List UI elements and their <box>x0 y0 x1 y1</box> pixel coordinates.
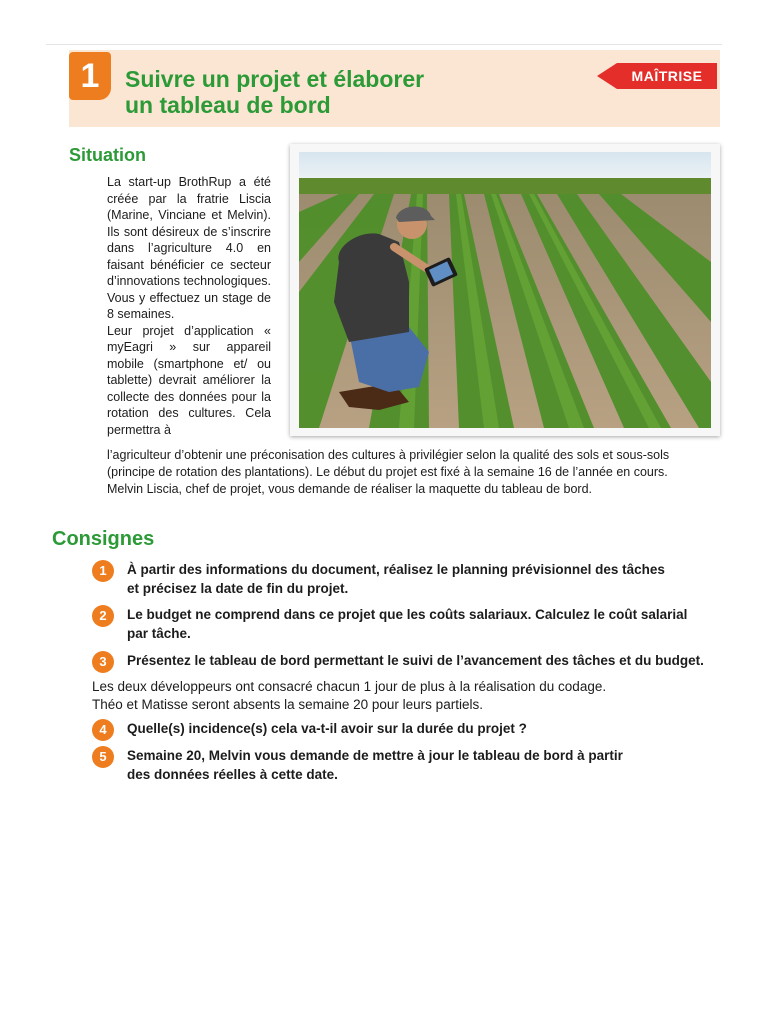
task-2-line2: par tâche. <box>127 626 191 641</box>
task-2-text <box>127 605 707 643</box>
note-line2: Théo et Matisse seront absents la semaine 20 pour leurs partiels. <box>92 697 483 712</box>
task-2-line1: Le budget ne comprend dans ce projet que les coûts salariaux. Calculez le coût salarial <box>127 607 688 622</box>
task-5-line2: des données réelles à cette date. <box>127 767 338 782</box>
task-1-number-badge: 1 <box>92 560 114 582</box>
situation-paragraph-1: La start-up BrothRup a été créée par la fratrie Liscia (Marine, Vinciane et Melvin). Ils sont désireux de s’inscrire dans l’agriculture 4.0 en faisant bénéficier ce secteur d’innovations technologiques. Vous y effectuez un stage de 8 semaines. <box>107 175 272 321</box>
task-5-text <box>127 746 707 784</box>
level-tag-label: MAÎTRISE <box>617 63 717 89</box>
situation-paragraph-2-continued: l’agriculteur d’obtenir une préconisation des cultures à privilégier selon la qualité des sols et sous-sols (principe de rotation des plantations). Le début du projet est fixé à la semaine 16 de l’année en cours. Melvin Liscia, chef de projet, vous demande de réaliser la maquette du tableau de bord. <box>107 448 670 496</box>
task-1-text <box>127 560 707 598</box>
situation-heading: Situation <box>69 145 146 165</box>
task-1-line1: À partir des informations du document, réalisez le planning prévisionnel des tâches <box>127 562 665 577</box>
task-1-line2: et précisez la date de fin du projet. <box>127 581 349 596</box>
task-5-line1: Semaine 20, Melvin vous demande de mettre à jour le tableau de bord à partir <box>127 748 623 763</box>
task-3-text: Présentez le tableau de bord permettant le suivi de l’avancement des tâches et du budget. <box>127 653 704 668</box>
page-title <box>125 66 545 118</box>
consignes-heading: Consignes <box>52 528 155 550</box>
situation-text-column <box>107 174 271 438</box>
farmer-with-tablet-image <box>299 152 711 428</box>
task-4-text: Quelle(s) incidence(s) cela va-t-il avoir sur la durée du projet ? <box>127 721 527 736</box>
level-tag-arrow-icon <box>597 63 617 89</box>
task-3-number-badge: 3 <box>92 651 114 673</box>
page-title-line2: un tableau de bord <box>125 92 331 118</box>
top-divider <box>46 44 722 45</box>
note-line1: Les deux développeurs ont consacré chacun 1 jour de plus à la réalisation du codage. <box>92 679 607 694</box>
task-2-number-badge: 2 <box>92 605 114 627</box>
consignes-note <box>92 678 722 714</box>
task-4-number-badge: 4 <box>92 719 114 741</box>
exercise-number-badge: 1 <box>69 52 111 100</box>
task-5-number-badge: 5 <box>92 746 114 768</box>
farmer-field-photo <box>290 144 720 436</box>
page-title-line1: Suivre un projet et élaborer <box>125 66 425 92</box>
situation-paragraph-2: Leur projet d’application « myEagri » sur appareil mobile (smartphone et/ ou tablette) devrait améliorer la collecte des données pour la rotation des cultures. Cela permettra à <box>107 323 271 437</box>
